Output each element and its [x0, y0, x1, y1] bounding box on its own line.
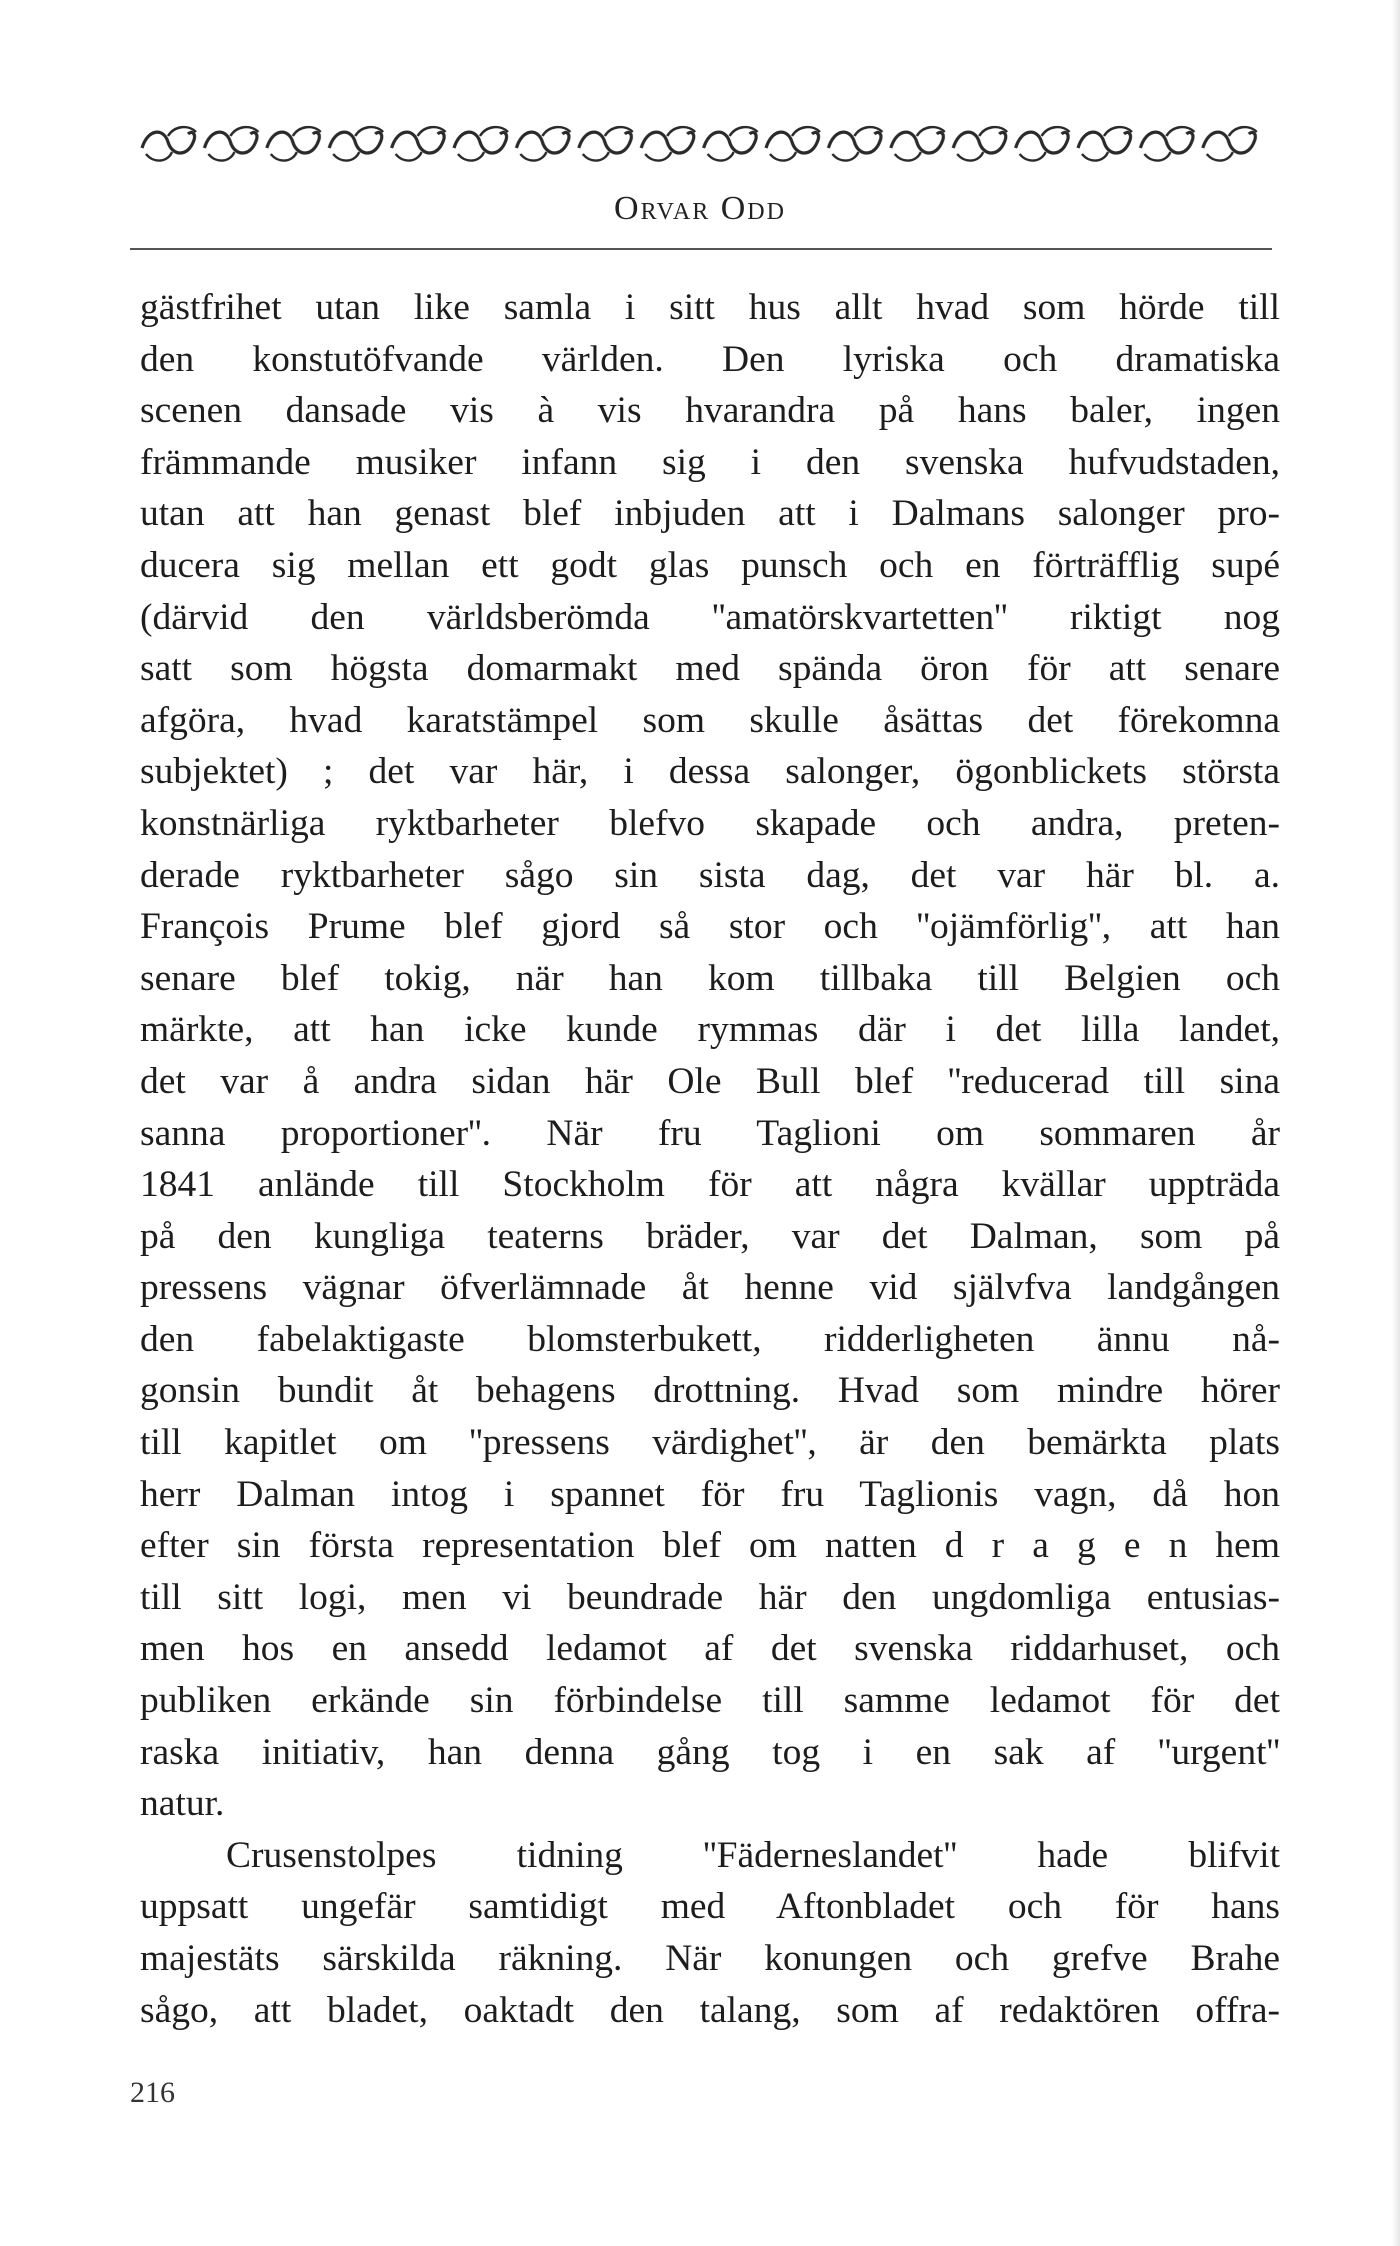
text-line: scenen dansade vis à vis hvarandra på hans baler, ingen: [140, 390, 1280, 432]
text-line: afgöra, hvad karatstämpel som skulle åsättas det förekomna: [140, 699, 1280, 741]
page-edge-shadow: [1392, 0, 1400, 2246]
text-line: konstnärliga ryktbarheter blefvo skapade och andra, preten-: [140, 802, 1280, 844]
body-text: [140, 282, 1280, 2036]
text-line: men hos en ansedd ledamot af det svenska riddarhuset, och: [140, 1628, 1280, 1670]
text-line: publiken erkände sin förbindelse till samme ledamot för det: [140, 1680, 1280, 1722]
text-line: ducera sig mellan ett godt glas punsch och en förträfflig supé: [140, 544, 1280, 586]
text-line: gonsin bundit åt behagens drottning. Hvad som mindre hörer: [140, 1370, 1280, 1412]
text-line: sanna proportioner''. När fru Taglioni om sommaren år: [140, 1112, 1280, 1154]
text-line: till sitt logi, men vi beundrade här den ungdomliga entusias-: [140, 1576, 1280, 1618]
text-line: utan att han genast blef inbjuden att i Dalmans salonger pro-: [140, 493, 1280, 535]
text-line: till kapitlet om ''pressens värdighet'', är den bemärkta plats: [140, 1422, 1280, 1464]
text-line: 1841 anlände till Stockholm för att några kvällar uppträda: [140, 1164, 1280, 1206]
text-line: efter sin första representation blef om natten d r a g e n hem: [140, 1525, 1280, 1567]
text-line: uppsatt ungefär samtidigt med Aftonbladet och för hans: [140, 1886, 1280, 1928]
text-line: herr Dalman intog i spannet för fru Taglionis vagn, då hon: [140, 1473, 1280, 1515]
page-number: 216: [130, 2076, 175, 2109]
text-line: märkte, att han icke kunde rymmas där i det lilla landet,: [140, 1009, 1280, 1051]
header-rule: [130, 248, 1272, 250]
text-line: derade ryktbarheter sågo sin sista dag, det var här bl. a.: [140, 854, 1280, 896]
text-line: raska initiativ, han denna gång tog i en sak af ''urgent'': [140, 1731, 1280, 1773]
text-line: den fabelaktigaste blomsterbukett, ridderligheten ännu nå-: [140, 1318, 1280, 1360]
text-line: satt som högsta domarmakt med spända öron för att senare: [140, 648, 1280, 690]
decorative-border-ornament: [138, 118, 1262, 170]
text-line: majestäts särskilda räkning. När konungen och grefve Brahe: [140, 1938, 1280, 1979]
running-head-title: Orvar Odd: [614, 190, 786, 227]
text-line: främmande musiker infann sig i den svenska hufvudstaden,: [140, 441, 1280, 483]
text-line: gästfrihet utan like samla i sitt hus allt hvad som hörde till: [140, 287, 1280, 328]
text-line: den konstutöfvande världen. Den lyriska och dramatiska: [140, 338, 1280, 380]
text-line: sågo, att bladet, oaktadt den talang, som af redaktören offra-: [140, 1989, 1280, 2031]
text-line: (därvid den världsberömda ''amatörskvartetten'' riktigt nog: [140, 596, 1280, 638]
paragraph-start-line: Crusenstolpes tidning ''Fäderneslandet'' hade blifvit: [226, 1834, 1280, 1876]
paragraph-end-line: natur.: [140, 1783, 225, 1825]
text-line: pressens vägnar öfverlämnade åt henne vid självfva landgången: [140, 1267, 1280, 1309]
text-line: subjektet) ; det var här, i dessa salonger, ögonblickets största: [140, 751, 1280, 793]
text-line: senare blef tokig, när han kom tillbaka till Belgien och: [140, 957, 1280, 999]
text-line: François Prume blef gjord så stor och ''ojämförlig'', att han: [140, 906, 1280, 948]
text-line: det var å andra sidan här Ole Bull blef ''reducerad till sina: [140, 1060, 1280, 1102]
text-line: på den kungliga teaterns bräder, var det Dalman, som på: [140, 1215, 1280, 1257]
